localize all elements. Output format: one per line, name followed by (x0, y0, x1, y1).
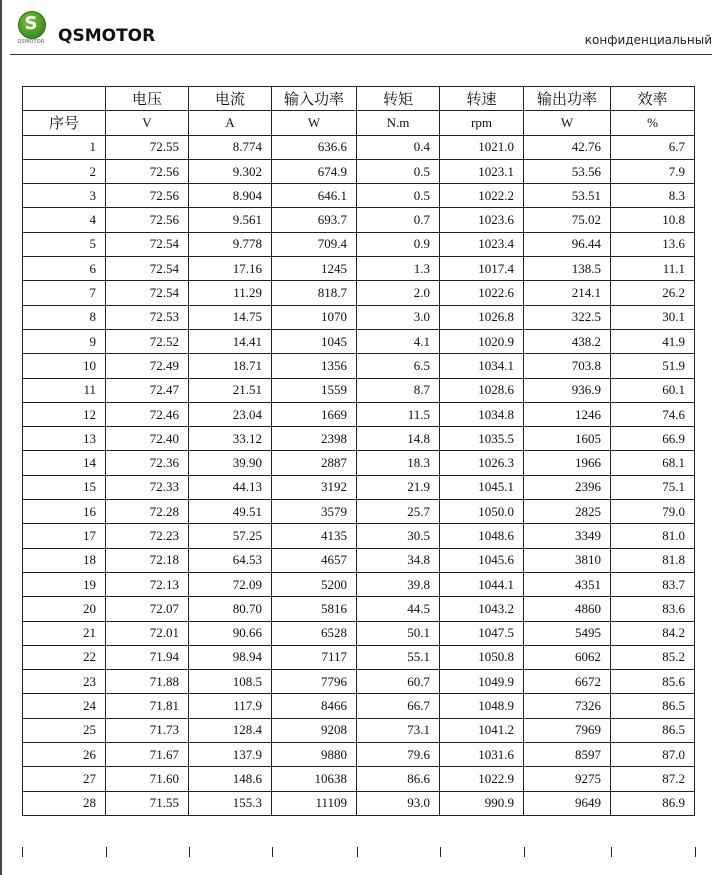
table-row (23, 451, 695, 475)
cell-voltage: 72.40 (106, 427, 189, 451)
cell-input-power: 3192 (272, 475, 357, 499)
cell-speed: 1044.1 (440, 572, 524, 596)
cell-input-power: 7796 (272, 670, 357, 694)
continuation-divider (189, 847, 190, 857)
cell-efficiency: 87.2 (611, 767, 695, 791)
table-row (23, 329, 695, 353)
cell-speed: 1023.1 (440, 159, 524, 183)
logo-s-mark: S (24, 13, 38, 34)
cell-index: 12 (23, 402, 106, 426)
cell-efficiency: 8.3 (611, 184, 695, 208)
cell-output-power: 4860 (524, 597, 611, 621)
header-row-units (23, 111, 695, 135)
header-cell-voltage: 电压 (106, 87, 189, 111)
cell-voltage: 71.67 (106, 743, 189, 767)
cell-voltage: 71.81 (106, 694, 189, 718)
cell-input-power: 4657 (272, 548, 357, 572)
cell-torque: 0.5 (357, 184, 440, 208)
table-row (23, 159, 695, 183)
cell-input-power: 10638 (272, 767, 357, 791)
motor-test-table (22, 86, 695, 816)
continuation-divider (272, 847, 273, 857)
table-row (23, 670, 695, 694)
table-row (23, 184, 695, 208)
cell-current: 49.51 (189, 500, 272, 524)
cell-current: 11.29 (189, 281, 272, 305)
cell-efficiency: 7.9 (611, 159, 695, 183)
unit-cell-current: A (189, 111, 272, 135)
cell-output-power: 6062 (524, 645, 611, 669)
cell-current: 72.09 (189, 572, 272, 596)
cell-index: 23 (23, 670, 106, 694)
cell-output-power: 936.9 (524, 378, 611, 402)
cell-voltage: 72.53 (106, 305, 189, 329)
cell-voltage: 72.54 (106, 281, 189, 305)
cell-torque: 50.1 (357, 621, 440, 645)
cell-index: 26 (23, 743, 106, 767)
cell-voltage: 72.56 (106, 159, 189, 183)
unit-cell-speed: rpm (440, 111, 524, 135)
header-cell-torque: 转矩 (357, 87, 440, 111)
cell-speed: 1048.6 (440, 524, 524, 548)
cell-current: 57.25 (189, 524, 272, 548)
cell-efficiency: 86.5 (611, 694, 695, 718)
cell-torque: 21.9 (357, 475, 440, 499)
cell-speed: 1034.1 (440, 354, 524, 378)
table-header (23, 87, 695, 136)
page-left-edge (0, 0, 2, 875)
cell-index: 25 (23, 718, 106, 742)
table-row (23, 208, 695, 232)
cell-torque: 86.6 (357, 767, 440, 791)
cell-output-power: 4351 (524, 572, 611, 596)
table-row (23, 354, 695, 378)
cell-index: 16 (23, 500, 106, 524)
table-row (23, 767, 695, 791)
unit-cell-voltage: V (106, 111, 189, 135)
header-cell-efficiency: 效率 (611, 87, 695, 111)
cell-output-power: 438.2 (524, 329, 611, 353)
header-cell-index: 序号 (23, 111, 106, 135)
cell-current: 128.4 (189, 718, 272, 742)
cell-index: 8 (23, 305, 106, 329)
cell-input-power: 636.6 (272, 135, 357, 159)
table-continuation (22, 847, 696, 857)
cell-voltage: 72.18 (106, 548, 189, 572)
cell-voltage: 72.56 (106, 184, 189, 208)
cell-output-power: 7969 (524, 718, 611, 742)
cell-current: 18.71 (189, 354, 272, 378)
header-divider (10, 54, 712, 55)
cell-efficiency: 51.9 (611, 354, 695, 378)
cell-output-power: 75.02 (524, 208, 611, 232)
cell-input-power: 2887 (272, 451, 357, 475)
table-row (23, 743, 695, 767)
cell-torque: 30.5 (357, 524, 440, 548)
cell-efficiency: 81.8 (611, 548, 695, 572)
table-row (23, 135, 695, 159)
cell-output-power: 7326 (524, 694, 611, 718)
cell-input-power: 4135 (272, 524, 357, 548)
cell-input-power: 5200 (272, 572, 357, 596)
cell-current: 14.41 (189, 329, 272, 353)
document-header (0, 0, 720, 58)
cell-voltage: 71.55 (106, 791, 189, 815)
cell-input-power: 646.1 (272, 184, 357, 208)
cell-efficiency: 75.1 (611, 475, 695, 499)
cell-index: 22 (23, 645, 106, 669)
cell-voltage: 72.23 (106, 524, 189, 548)
cell-input-power: 6528 (272, 621, 357, 645)
cell-efficiency: 86.5 (611, 718, 695, 742)
cell-input-power: 693.7 (272, 208, 357, 232)
cell-voltage: 72.28 (106, 500, 189, 524)
cell-index: 9 (23, 329, 106, 353)
cell-speed: 1022.9 (440, 767, 524, 791)
cell-voltage: 72.07 (106, 597, 189, 621)
cell-output-power: 5495 (524, 621, 611, 645)
table-row (23, 305, 695, 329)
table-row (23, 548, 695, 572)
cell-current: 23.04 (189, 402, 272, 426)
cell-torque: 34.8 (357, 548, 440, 572)
cell-speed: 1020.9 (440, 329, 524, 353)
cell-input-power: 1356 (272, 354, 357, 378)
table-row (23, 378, 695, 402)
cell-torque: 6.5 (357, 354, 440, 378)
cell-speed: 1026.8 (440, 305, 524, 329)
cell-efficiency: 13.6 (611, 232, 695, 256)
cell-speed: 1048.9 (440, 694, 524, 718)
cell-speed: 1045.1 (440, 475, 524, 499)
cell-output-power: 6672 (524, 670, 611, 694)
cell-index: 27 (23, 767, 106, 791)
cell-current: 64.53 (189, 548, 272, 572)
cell-speed: 1026.3 (440, 451, 524, 475)
continuation-divider (524, 847, 525, 857)
cell-input-power: 1245 (272, 257, 357, 281)
cell-index: 7 (23, 281, 106, 305)
cell-output-power: 9649 (524, 791, 611, 815)
qsmotor-logo-icon (14, 11, 46, 49)
cell-index: 18 (23, 548, 106, 572)
cell-torque: 2.0 (357, 281, 440, 305)
cell-torque: 11.5 (357, 402, 440, 426)
cell-index: 19 (23, 572, 106, 596)
cell-speed: 1022.6 (440, 281, 524, 305)
cell-current: 21.51 (189, 378, 272, 402)
cell-efficiency: 74.6 (611, 402, 695, 426)
cell-output-power: 53.51 (524, 184, 611, 208)
cell-output-power: 1605 (524, 427, 611, 451)
cell-output-power: 2825 (524, 500, 611, 524)
table-row (23, 621, 695, 645)
cell-torque: 0.5 (357, 159, 440, 183)
cell-efficiency: 26.2 (611, 281, 695, 305)
cell-input-power: 9208 (272, 718, 357, 742)
cell-index: 11 (23, 378, 106, 402)
cell-input-power: 709.4 (272, 232, 357, 256)
header-cell (23, 87, 106, 111)
table-row (23, 694, 695, 718)
cell-current: 33.12 (189, 427, 272, 451)
cell-output-power: 1246 (524, 402, 611, 426)
cell-voltage: 72.49 (106, 354, 189, 378)
cell-current: 14.75 (189, 305, 272, 329)
cell-input-power: 9880 (272, 743, 357, 767)
cell-efficiency: 83.6 (611, 597, 695, 621)
cell-index: 17 (23, 524, 106, 548)
cell-voltage: 72.13 (106, 572, 189, 596)
cell-input-power: 8466 (272, 694, 357, 718)
cell-current: 108.5 (189, 670, 272, 694)
cell-torque: 0.7 (357, 208, 440, 232)
cell-torque: 44.5 (357, 597, 440, 621)
cell-input-power: 674.9 (272, 159, 357, 183)
cell-index: 28 (23, 791, 106, 815)
cell-torque: 8.7 (357, 378, 440, 402)
cell-torque: 66.7 (357, 694, 440, 718)
brand-name: QSMOTOR (58, 26, 156, 46)
cell-output-power: 138.5 (524, 257, 611, 281)
cell-efficiency: 79.0 (611, 500, 695, 524)
cell-index: 6 (23, 257, 106, 281)
cell-output-power: 2396 (524, 475, 611, 499)
cell-current: 80.70 (189, 597, 272, 621)
cell-output-power: 96.44 (524, 232, 611, 256)
cell-voltage: 72.46 (106, 402, 189, 426)
cell-output-power: 3810 (524, 548, 611, 572)
confidential-label: конфиденциальный (584, 33, 712, 47)
cell-efficiency: 87.0 (611, 743, 695, 767)
unit-cell-torque: N.m (357, 111, 440, 135)
cell-voltage: 71.94 (106, 645, 189, 669)
header-cell-speed: 转速 (440, 87, 524, 111)
cell-voltage: 72.01 (106, 621, 189, 645)
cell-index: 14 (23, 451, 106, 475)
cell-speed: 1034.8 (440, 402, 524, 426)
cell-voltage: 72.47 (106, 378, 189, 402)
cell-index: 2 (23, 159, 106, 183)
cell-output-power: 53.56 (524, 159, 611, 183)
cell-voltage: 72.56 (106, 208, 189, 232)
cell-input-power: 11109 (272, 791, 357, 815)
cell-efficiency: 84.2 (611, 621, 695, 645)
header-cell-output-power: 输出功率 (524, 87, 611, 111)
cell-speed: 1050.8 (440, 645, 524, 669)
table-body (23, 135, 695, 815)
cell-output-power: 9275 (524, 767, 611, 791)
unit-cell-efficiency: % (611, 111, 695, 135)
table-row (23, 524, 695, 548)
table-row (23, 281, 695, 305)
table-row (23, 645, 695, 669)
cell-input-power: 1070 (272, 305, 357, 329)
cell-voltage: 71.73 (106, 718, 189, 742)
logo-caption: QSMOTOR (17, 39, 45, 45)
cell-input-power: 7117 (272, 645, 357, 669)
cell-input-power: 1669 (272, 402, 357, 426)
cell-voltage: 72.54 (106, 257, 189, 281)
cell-speed: 1023.6 (440, 208, 524, 232)
cell-voltage: 72.52 (106, 329, 189, 353)
cell-speed: 1031.6 (440, 743, 524, 767)
cell-input-power: 5816 (272, 597, 357, 621)
cell-efficiency: 81.0 (611, 524, 695, 548)
cell-index: 15 (23, 475, 106, 499)
cell-voltage: 72.33 (106, 475, 189, 499)
continuation-divider (106, 847, 107, 857)
cell-current: 17.16 (189, 257, 272, 281)
cell-current: 9.778 (189, 232, 272, 256)
cell-index: 20 (23, 597, 106, 621)
continuation-divider (611, 847, 612, 857)
continuation-divider (440, 847, 441, 857)
cell-index: 10 (23, 354, 106, 378)
cell-torque: 3.0 (357, 305, 440, 329)
cell-efficiency: 66.9 (611, 427, 695, 451)
cell-current: 8.904 (189, 184, 272, 208)
cell-current: 8.774 (189, 135, 272, 159)
cell-voltage: 72.54 (106, 232, 189, 256)
table-row (23, 597, 695, 621)
cell-efficiency: 11.1 (611, 257, 695, 281)
cell-speed: 1023.4 (440, 232, 524, 256)
cell-torque: 79.6 (357, 743, 440, 767)
cell-speed: 1050.0 (440, 500, 524, 524)
cell-output-power: 8597 (524, 743, 611, 767)
table-row (23, 257, 695, 281)
table-row (23, 402, 695, 426)
cell-efficiency: 85.6 (611, 670, 695, 694)
cell-current: 98.94 (189, 645, 272, 669)
cell-torque: 60.7 (357, 670, 440, 694)
cell-torque: 1.3 (357, 257, 440, 281)
cell-speed: 1041.2 (440, 718, 524, 742)
cell-speed: 1035.5 (440, 427, 524, 451)
cell-efficiency: 86.9 (611, 791, 695, 815)
cell-input-power: 1559 (272, 378, 357, 402)
unit-cell-output-power: W (524, 111, 611, 135)
cell-speed: 1047.5 (440, 621, 524, 645)
cell-torque: 55.1 (357, 645, 440, 669)
cell-index: 13 (23, 427, 106, 451)
cell-efficiency: 60.1 (611, 378, 695, 402)
header-row-quantities (23, 87, 695, 111)
cell-index: 21 (23, 621, 106, 645)
header-cell-current: 电流 (189, 87, 272, 111)
cell-input-power: 2398 (272, 427, 357, 451)
cell-efficiency: 30.1 (611, 305, 695, 329)
cell-voltage: 71.88 (106, 670, 189, 694)
table-row (23, 791, 695, 815)
cell-output-power: 322.5 (524, 305, 611, 329)
cell-efficiency: 85.2 (611, 645, 695, 669)
cell-voltage: 72.55 (106, 135, 189, 159)
cell-speed: 1049.9 (440, 670, 524, 694)
cell-current: 44.13 (189, 475, 272, 499)
cell-output-power: 703.8 (524, 354, 611, 378)
cell-torque: 39.8 (357, 572, 440, 596)
cell-output-power: 1966 (524, 451, 611, 475)
cell-torque: 93.0 (357, 791, 440, 815)
cell-torque: 14.8 (357, 427, 440, 451)
cell-voltage: 71.60 (106, 767, 189, 791)
cell-speed: 1021.0 (440, 135, 524, 159)
cell-speed: 1022.2 (440, 184, 524, 208)
table-row (23, 718, 695, 742)
header-cell-input-power: 输入功率 (272, 87, 357, 111)
cell-current: 137.9 (189, 743, 272, 767)
cell-index: 4 (23, 208, 106, 232)
cell-efficiency: 10.8 (611, 208, 695, 232)
table-row (23, 232, 695, 256)
table-row (23, 427, 695, 451)
cell-efficiency: 41.9 (611, 329, 695, 353)
cell-torque: 18.3 (357, 451, 440, 475)
cell-current: 39.90 (189, 451, 272, 475)
cell-speed: 1017.4 (440, 257, 524, 281)
cell-current: 9.561 (189, 208, 272, 232)
cell-speed: 990.9 (440, 791, 524, 815)
cell-index: 5 (23, 232, 106, 256)
cell-current: 90.66 (189, 621, 272, 645)
cell-current: 148.6 (189, 767, 272, 791)
cell-speed: 1045.6 (440, 548, 524, 572)
cell-speed: 1043.2 (440, 597, 524, 621)
table-row (23, 475, 695, 499)
continuation-divider (357, 847, 358, 857)
cell-input-power: 818.7 (272, 281, 357, 305)
cell-torque: 73.1 (357, 718, 440, 742)
cell-input-power: 1045 (272, 329, 357, 353)
cell-index: 1 (23, 135, 106, 159)
cell-index: 3 (23, 184, 106, 208)
cell-efficiency: 6.7 (611, 135, 695, 159)
table-row (23, 500, 695, 524)
cell-output-power: 42.76 (524, 135, 611, 159)
cell-index: 24 (23, 694, 106, 718)
cell-output-power: 3349 (524, 524, 611, 548)
table-row (23, 572, 695, 596)
cell-output-power: 214.1 (524, 281, 611, 305)
cell-torque: 25.7 (357, 500, 440, 524)
cell-torque: 0.9 (357, 232, 440, 256)
cell-current: 155.3 (189, 791, 272, 815)
cell-voltage: 72.36 (106, 451, 189, 475)
cell-torque: 4.1 (357, 329, 440, 353)
cell-torque: 0.4 (357, 135, 440, 159)
cell-input-power: 3579 (272, 500, 357, 524)
cell-efficiency: 83.7 (611, 572, 695, 596)
cell-speed: 1028.6 (440, 378, 524, 402)
cell-current: 9.302 (189, 159, 272, 183)
unit-cell-input-power: W (272, 111, 357, 135)
cell-efficiency: 68.1 (611, 451, 695, 475)
cell-current: 117.9 (189, 694, 272, 718)
